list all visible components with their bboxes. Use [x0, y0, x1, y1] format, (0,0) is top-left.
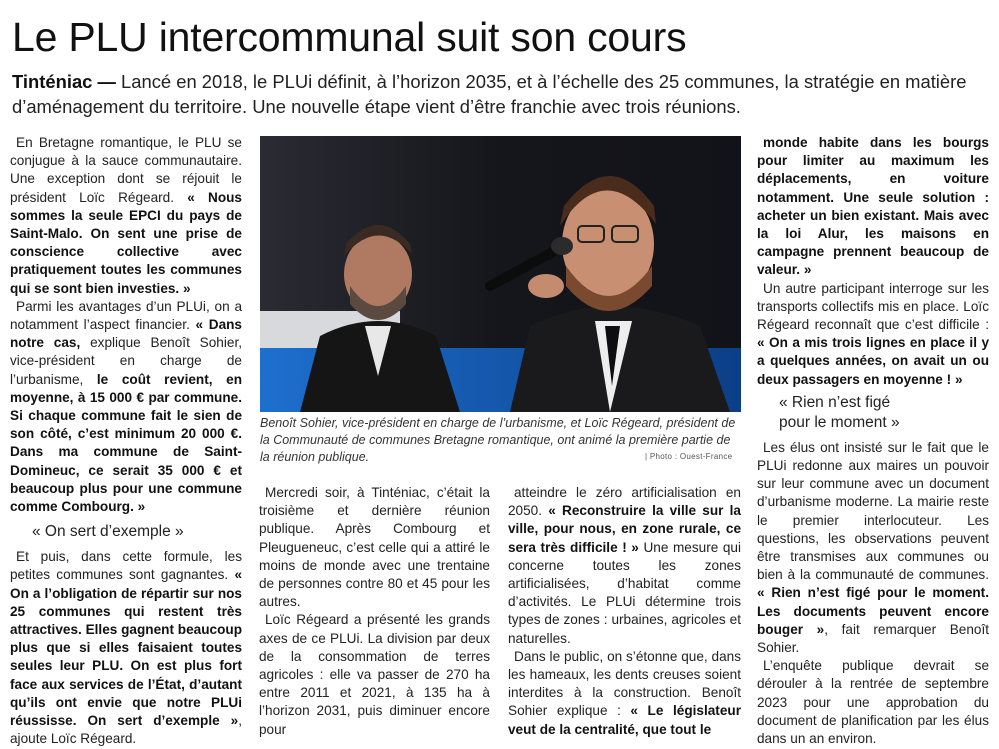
- photo-illustration: [260, 136, 741, 412]
- bold-quote-run: « Rien n’est figé pour le moment. Les documents peuvent encore bouger »: [757, 585, 989, 637]
- paragraph: [10, 548, 242, 748]
- text-run: L’enquête publique devrait se dérouler à la rentrée de septembre 2023 pour une approbation du document de planification par les élus dans un an environ.: [757, 658, 989, 747]
- text-run: atteindre le zéro artificialisation en 2050.: [508, 485, 741, 519]
- bold-quote-run: le coût revient, en moyenne, à 15 000 € par commune. Si chaque commune fait le sien de son côté, c’est minimum 20 000 €. Dans ma commune de Saint-Domineuc, ce serait 35 000 € et beaucoup plus pour une commune comme Combourg. »: [10, 371, 242, 515]
- text-run: Et puis, dans cette formule, les petites communes sont gagnantes.: [10, 549, 242, 583]
- text-run: Dans le public, on s’étonne que, dans les hameaux, les dents creuses soient interdites à la construction. Benoît Sohier explique :: [508, 648, 741, 719]
- text-run: Mercredi soir, à Tinténiac, c’était la troisième et dernière réunion publique. Après Combourg et Pleugueneuc, c’est celle qui a attiré le moins de monde avec une trentaine de personnes contre 80 et 45 pour les autres.: [259, 485, 490, 610]
- paragraph: [259, 484, 490, 611]
- text-run: Un autre participant interroge sur les transports collectifs mis en place. Loïc Régeard reconnaît que c’est difficile :: [757, 280, 989, 333]
- intro-location: Tinténiac —: [12, 71, 116, 92]
- intro-paragraph: [12, 69, 987, 119]
- text-run: , ajoute Loïc Régeard.: [10, 713, 242, 747]
- article-photo: [260, 136, 741, 412]
- bold-quote-run: « Le législateur veut de la centralité, que tout le: [508, 703, 741, 737]
- photo-caption: Benoît Sohier, vice-président en charge de l’urbanisme, et Loïc Régeard, président de la Communauté de communes Bretagne romantique, ont animé la première partie de la réunion publique.: [260, 416, 736, 464]
- photo-credit: | Photo : Ouest-France: [645, 452, 733, 461]
- article-column-3: [508, 484, 741, 739]
- article-column-2: [259, 484, 490, 739]
- paragraph: [757, 134, 989, 280]
- subheading-on-sert-d-exemple: « On sert d’exemple »: [32, 523, 184, 541]
- text-run: En Bretagne romantique, le PLU se conjugue à la sauce communautaire. Une exception dont se réjouit le président Loïc Régeard.: [10, 135, 242, 205]
- column-1-paragraphs: [10, 134, 242, 516]
- paragraph: [10, 298, 242, 516]
- text-run: Une mesure qui concerne toutes les zones artificialisées, d’habitat comme d’activités. Le PLUi détermine trois types de zones : urbaines, agricoles et naturelles.: [508, 539, 741, 646]
- bold-quote-run: monde habite dans les bourgs pour limiter au maximum les déplacements, en voiture notamment. Une seule solution : acheter un bien existant. Mais avec la loi Alur, les maisons en campagne prennent beaucoup de valeur. »: [757, 135, 989, 278]
- subheading-line-2: pour le moment »: [779, 413, 900, 431]
- paragraph: [757, 439, 989, 657]
- text-run: Parmi les avantages d’un PLUi, on a notamment l’aspect financier.: [10, 298, 242, 333]
- paragraph: [757, 657, 989, 748]
- text-run: Loïc Régeard a présenté les grands axes de ce PLUi. La division par deux de la consommation de terres agricoles : elle va passer de 270 ha entre 2011 et 2021, à 135 ha à l’horizon 2031, puis diminuer encore pour: [259, 612, 490, 737]
- column-3-paragraphs: [508, 484, 741, 739]
- column-2-paragraphs: [259, 484, 490, 739]
- subheading-line-1: « Rien n’est figé: [779, 393, 891, 411]
- headline: Le PLU intercommunal suit son cours: [12, 14, 687, 60]
- subheading-rien-n-est-fige: [757, 393, 989, 433]
- paragraph: [757, 280, 989, 389]
- column-1-paragraphs-continued: [10, 548, 242, 748]
- article-column-4: [757, 134, 989, 748]
- bold-quote-run: « Reconstruire la ville sur la ville, pour nous, en zone rurale, ce sera très difficile ! »: [508, 503, 741, 555]
- article-column-1: [10, 134, 242, 749]
- column-4-paragraphs-continued: [757, 439, 989, 748]
- bold-quote-run: « Nous sommes la seule EPCI du pays de Saint-Malo. On sent une prise de conscience collective avec pratiquement toutes les communes qui se sont bien investies. »: [10, 189, 242, 296]
- text-run: , fait remarquer Benoît Sohier.: [757, 621, 990, 656]
- text-run: Les élus ont insisté sur le fait que le PLUi redonne aux maires un pouvoir sur leur commune avec un document d’urbanisme moderne. La mairie reste le premier interlocuteur. Les questions, les observations peuvent être transmises aux communes ou bien à la communauté de communes.: [757, 439, 989, 583]
- paragraph: [259, 611, 490, 738]
- bold-quote-run: « Dans notre cas,: [10, 317, 242, 351]
- paragraph: [508, 484, 741, 648]
- text-run: explique Benoît Sohier, vice-président en charge de l’urbanisme,: [10, 335, 242, 387]
- intro-text: Lancé en 2018, le PLUi définit, à l’horizon 2035, et à l’échelle des 25 communes, la stratégie en matière d’aménagement du territoire. Une nouvelle étape vient d’être franchie avec trois réunions.: [12, 71, 967, 117]
- column-4-paragraphs: [757, 134, 989, 389]
- bold-quote-run: « On a l’obligation de répartir sur nos 25 communes qui restent très attractives. Elles gagnent beaucoup plus que si elles faisaient toutes seules leur PLU. On est plus fort face aux services de l’État, d’autant qu’ils ont envie que notre PLUi réussisse. On sert d’exemple »: [10, 567, 242, 729]
- paragraph: [508, 648, 741, 739]
- bold-quote-run: « On a mis trois lignes en place il y a quelques années, on avait un ou deux passagers en moyenne ! »: [757, 335, 989, 387]
- paragraph: [10, 134, 242, 298]
